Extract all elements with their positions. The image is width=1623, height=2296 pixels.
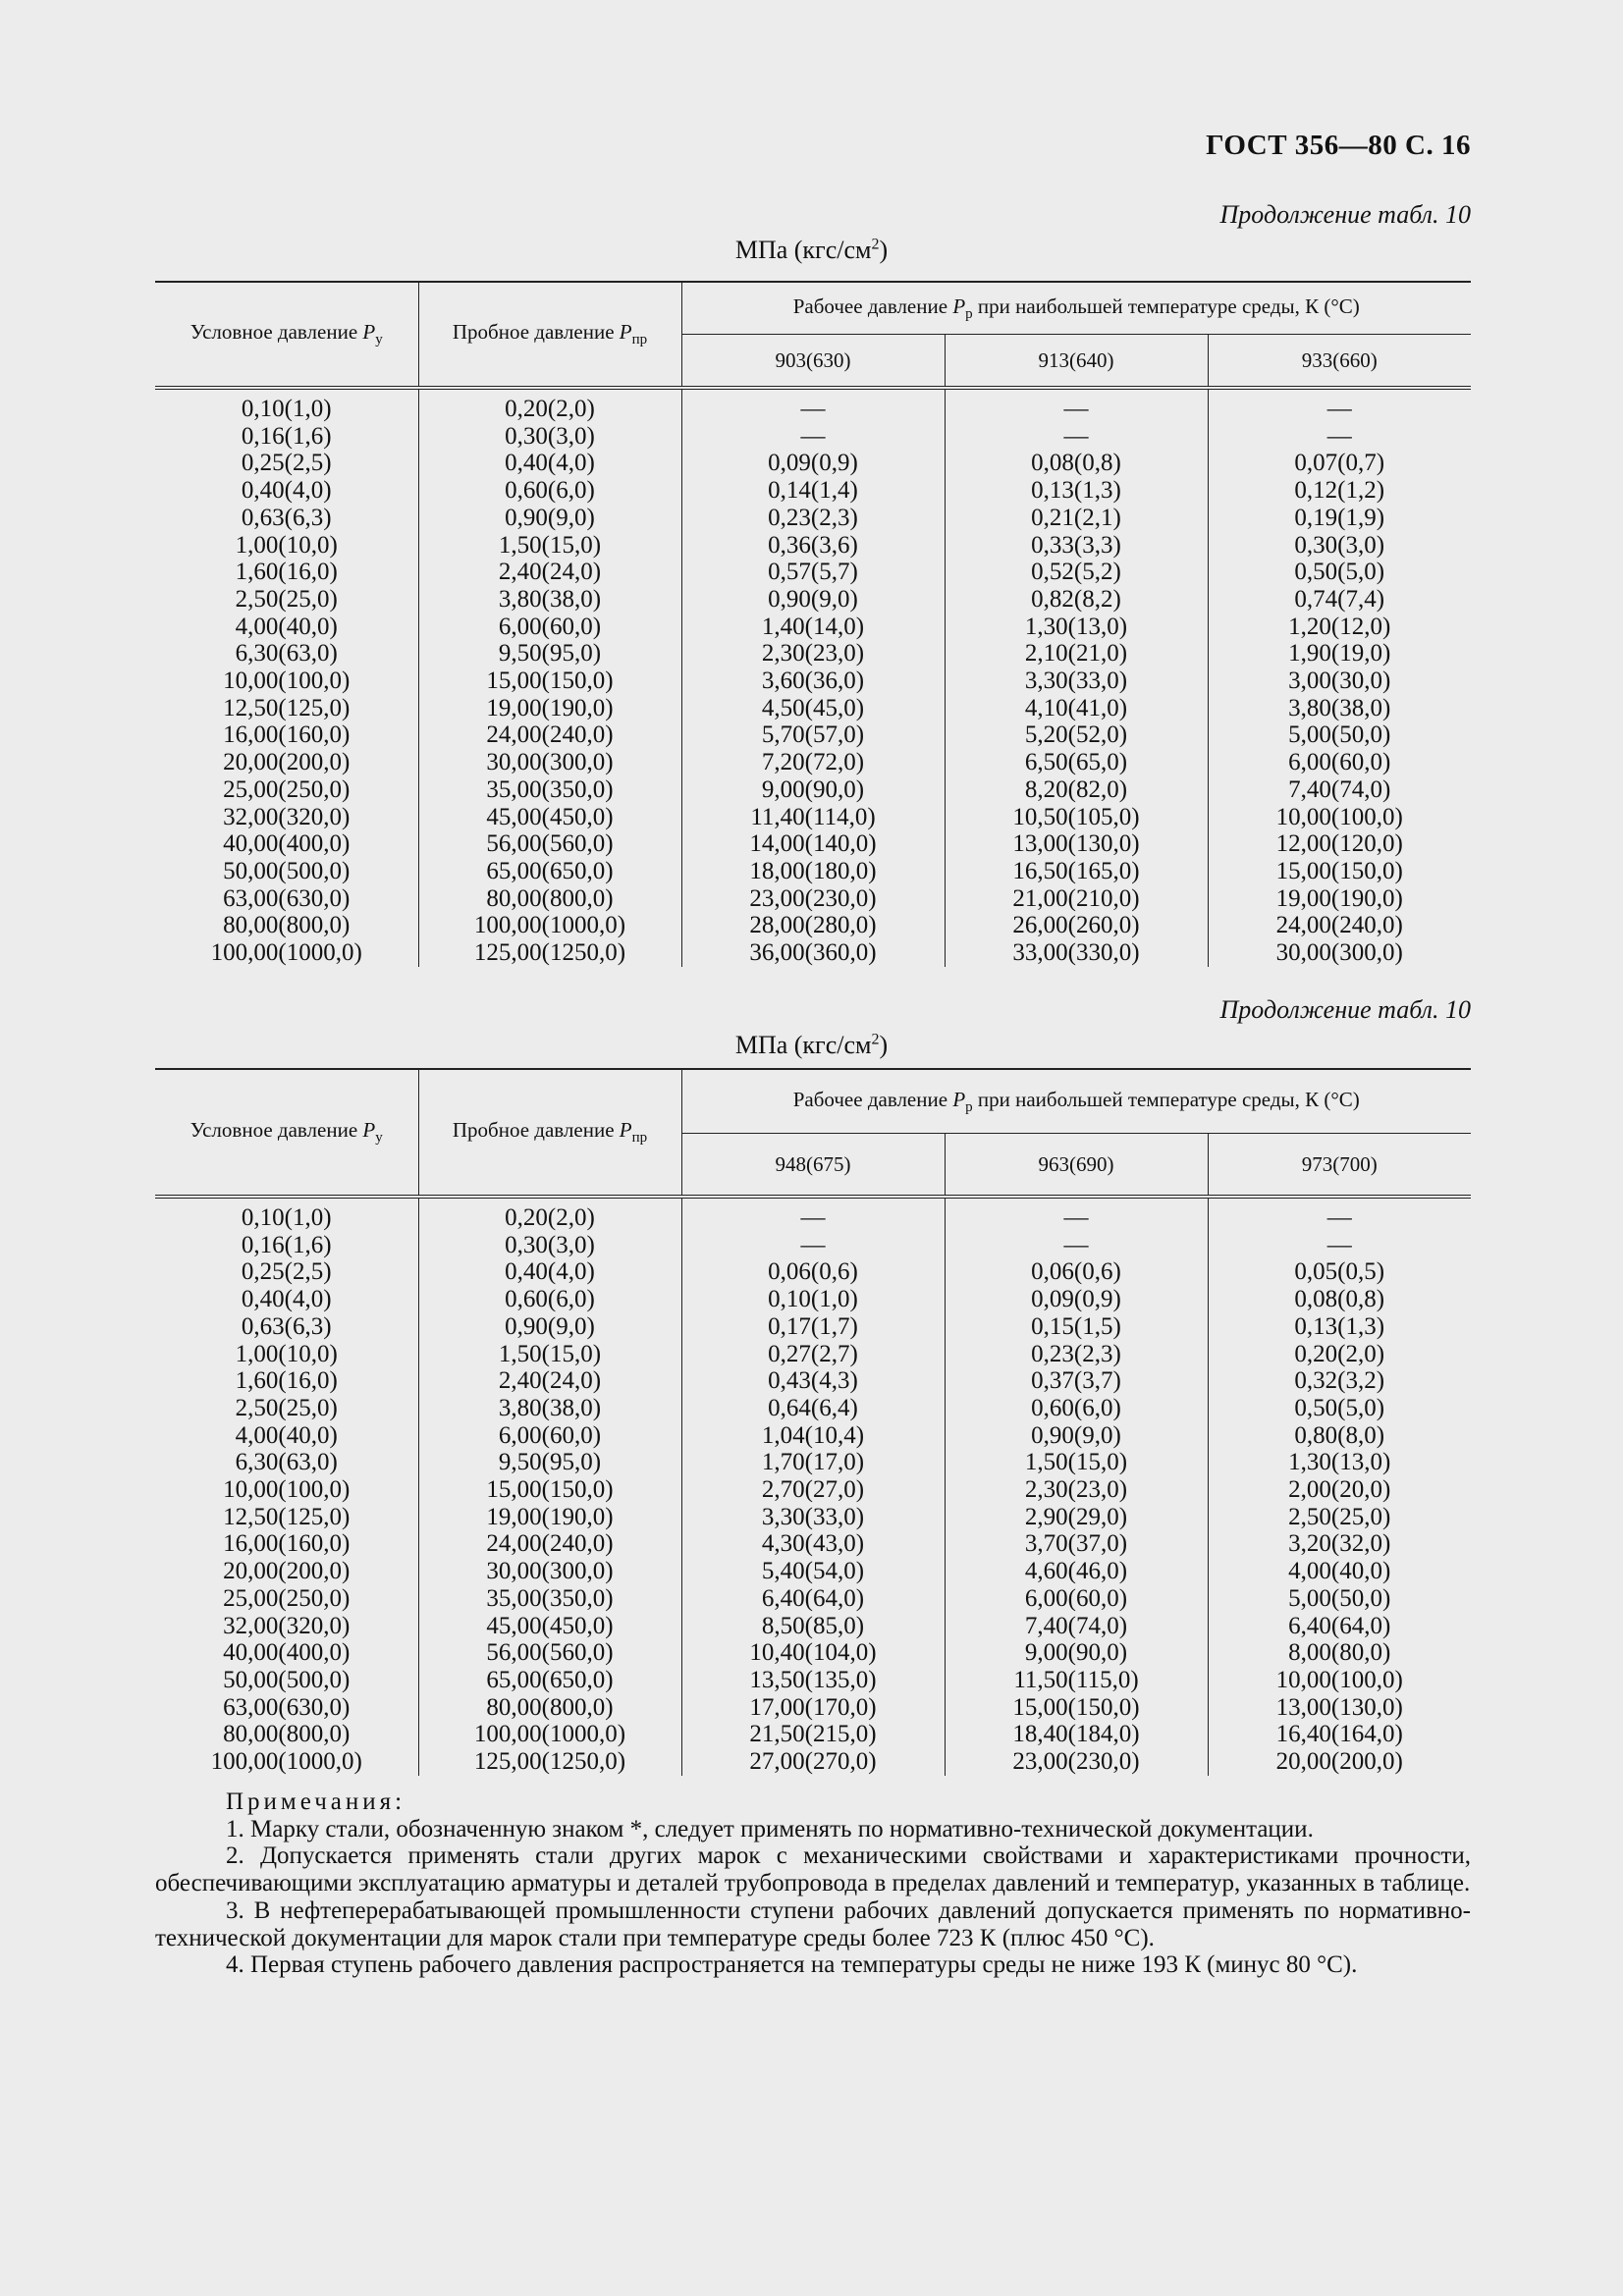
table-cell: 6,30(63,0) <box>235 1449 338 1476</box>
table-cell: 7,40(74,0) <box>1208 776 1471 804</box>
table-cell: 40,00(400,0) <box>223 1639 351 1667</box>
table-row <box>155 721 1471 749</box>
table-cell: 16,00(160,0) <box>223 1530 351 1558</box>
table-2 <box>155 1068 1471 1776</box>
table-cell: 0,16(1,6) <box>241 1231 332 1258</box>
table-cell: 0,15(1,5) <box>945 1313 1208 1341</box>
table-cell: 0,13(1,3) <box>1208 1313 1471 1341</box>
table-cell: 0,40(4,0) <box>418 1258 681 1286</box>
table-row <box>155 830 1471 858</box>
table-cell: 30,00(300,0) <box>1208 939 1471 967</box>
table-cell: 9,50(95,0) <box>418 1449 681 1476</box>
table-cell: 6,00(60,0) <box>418 614 681 641</box>
table-cell: 45,00(450,0) <box>418 1613 681 1640</box>
table-cell: 0,08(0,8) <box>1208 1286 1471 1313</box>
table-row <box>155 1395 1471 1422</box>
table-cell: 0,90(9,0) <box>945 1422 1208 1450</box>
table-row <box>155 1721 1471 1748</box>
table-cell: 5,70(57,0) <box>681 721 945 749</box>
table-cell: 3,80(38,0) <box>418 1395 681 1422</box>
table-cell: 0,08(0,8) <box>945 450 1208 477</box>
table-2-units: МПа $(кгс/см^2)$ <box>734 1031 889 1059</box>
table-cell: — <box>681 1232 945 1259</box>
table-cell: 0,20(2,0) <box>418 388 681 423</box>
table-cell: 8,50(85,0) <box>681 1613 945 1640</box>
table-row <box>155 749 1471 776</box>
table-cell: 0,60(6,0) <box>418 1286 681 1313</box>
table-cell: 80,00(800,0) <box>223 1721 351 1748</box>
table-cell: — <box>1208 1232 1471 1259</box>
table-cell: 6,40(64,0) <box>681 1585 945 1613</box>
col-header-nominal-pressure: Условное давление $P_у$ <box>155 1069 418 1197</box>
table-cell: 0,27(2,7) <box>681 1341 945 1368</box>
note-item: 2. Допускается применять стали других марок с механическими свойствами и характеристиками прочности, обеспечивающими эксплуатацию арматуры и деталей трубопровода в пределах давлений и температур, указанных в таблице. <box>155 1842 1471 1897</box>
table-cell: 20,00(200,0) <box>223 1558 351 1585</box>
table-cell: 24,00(240,0) <box>418 1530 681 1558</box>
table-cell: 100,00(1000,0) <box>210 1748 362 1776</box>
table-cell: 0,21(2,1) <box>945 505 1208 532</box>
table-cell: 5,00(50,0) <box>1208 721 1471 749</box>
table-row <box>155 695 1471 722</box>
table-row <box>155 505 1471 532</box>
table-cell: 20,00(200,0) <box>1208 1748 1471 1776</box>
table-cell: 0,57(5,7) <box>681 559 945 586</box>
table-1 <box>155 281 1471 967</box>
table-row <box>155 885 1471 913</box>
table-cell: 19,00(190,0) <box>418 695 681 722</box>
table-cell: 0,64(6,4) <box>681 1395 945 1422</box>
table-1-body <box>155 388 1471 967</box>
table-cell: — <box>681 1197 945 1232</box>
table-row <box>155 1613 1471 1640</box>
table-cell: 11,40(114,0) <box>681 804 945 831</box>
table-cell: 6,40(64,0) <box>1208 1613 1471 1640</box>
table-row <box>155 477 1471 505</box>
table-cell: 0,13(1,3) <box>945 477 1208 505</box>
table-cell: 10,00(100,0) <box>1208 804 1471 831</box>
table-row <box>155 586 1471 614</box>
table-row <box>155 1258 1471 1286</box>
table-cell: 18,40(184,0) <box>945 1721 1208 1748</box>
col-header-temp: 948(675) <box>681 1134 945 1198</box>
table-cell: 45,00(450,0) <box>418 804 681 831</box>
table-cell: — <box>945 1197 1208 1232</box>
table-cell: 2,00(20,0) <box>1208 1476 1471 1504</box>
table-cell: 13,00(130,0) <box>945 830 1208 858</box>
table-cell: 0,07(0,7) <box>1208 450 1471 477</box>
table-cell: 0,12(1,2) <box>1208 477 1471 505</box>
table-row <box>155 776 1471 804</box>
table-cell: 0,60(6,0) <box>945 1395 1208 1422</box>
table-row <box>155 667 1471 695</box>
col-header-test-pressure: Пробное давление $P_{пр}$ <box>418 1069 681 1197</box>
table-row <box>155 1585 1471 1613</box>
table-cell: 32,00(320,0) <box>223 803 351 830</box>
table-cell: 0,43(4,3) <box>681 1367 945 1395</box>
table-cell: 4,50(45,0) <box>681 695 945 722</box>
table-cell: 20,00(200,0) <box>223 749 351 776</box>
table-cell: 3,60(36,0) <box>681 667 945 695</box>
table-cell: 12,50(125,0) <box>223 694 351 721</box>
table-cell: 0,16(1,6) <box>241 422 332 450</box>
table-cell: 56,00(560,0) <box>418 1639 681 1667</box>
table-cell: 1,60(16,0) <box>235 1367 338 1395</box>
table-row <box>155 1639 1471 1667</box>
note-item: 3. В нефтеперерабатывающей промышленности ступени рабочих давлений допускается применять по нормативно-технической документации для марок стали при температуре среды более 723 К (плюс 450 °С). <box>155 1896 1471 1951</box>
table-cell: 1,60(16,0) <box>235 559 338 586</box>
table-cell: — <box>945 423 1208 451</box>
table-cell: 50,00(500,0) <box>223 1666 351 1693</box>
table-cell: 24,00(240,0) <box>418 721 681 749</box>
table-cell: 0,17(1,7) <box>681 1313 945 1341</box>
table-cell: 0,10(1,0) <box>681 1286 945 1313</box>
table-cell: — <box>1208 423 1471 451</box>
table-cell: 80,00(800,0) <box>418 885 681 913</box>
table-row <box>155 1449 1471 1476</box>
table-cell: 0,90(9,0) <box>418 505 681 532</box>
table-cell: 14,00(140,0) <box>681 830 945 858</box>
table-cell: 26,00(260,0) <box>945 912 1208 939</box>
table-cell: 3,80(38,0) <box>1208 695 1471 722</box>
table-row <box>155 1558 1471 1585</box>
table-cell: 0,32(3,2) <box>1208 1367 1471 1395</box>
table-row <box>155 423 1471 451</box>
table-cell: 9,00(90,0) <box>681 776 945 804</box>
table-cell: 2,10(21,0) <box>945 640 1208 667</box>
table-cell: 6,00(60,0) <box>1208 749 1471 776</box>
col-header-test-pressure: Пробное давление $P_{пр}$ <box>418 282 681 388</box>
table-cell: 2,90(29,0) <box>945 1504 1208 1531</box>
table-cell: 0,90(9,0) <box>418 1313 681 1341</box>
table-2-body <box>155 1197 1471 1776</box>
notes <box>155 1789 1471 1979</box>
table-cell: 1,50(15,0) <box>418 1341 681 1368</box>
table-cell: 80,00(800,0) <box>223 912 351 939</box>
col-header-working-pressure: Рабочее давление $P_р$ при наибольшей температуре среды, К (°С) <box>681 282 1471 335</box>
table-cell: 0,09(0,9) <box>945 1286 1208 1313</box>
table-cell: 100,00(1000,0) <box>418 912 681 939</box>
table-cell: — <box>1208 1197 1471 1232</box>
table-cell: 6,00(60,0) <box>418 1422 681 1450</box>
table-cell: 2,40(24,0) <box>418 559 681 586</box>
table-cell: 0,50(5,0) <box>1208 559 1471 586</box>
table-cell: 1,70(17,0) <box>681 1449 945 1476</box>
table-cell: 13,00(130,0) <box>1208 1694 1471 1722</box>
table-cell: 65,00(650,0) <box>418 858 681 885</box>
table-cell: 4,10(41,0) <box>945 695 1208 722</box>
table-cell: 1,30(13,0) <box>945 614 1208 641</box>
table-row <box>155 1286 1471 1313</box>
table-cell: — <box>681 423 945 451</box>
table-cell: 32,00(320,0) <box>223 1612 351 1639</box>
table-cell: 16,50(165,0) <box>945 858 1208 885</box>
table-cell: 0,30(3,0) <box>1208 532 1471 560</box>
table-cell: 0,30(3,0) <box>418 423 681 451</box>
table-cell: 0,20(2,0) <box>1208 1341 1471 1368</box>
table-cell: 15,00(150,0) <box>418 1476 681 1504</box>
table-cell: 11,50(115,0) <box>945 1667 1208 1694</box>
table-cell: 25,00(250,0) <box>223 1584 351 1612</box>
table-cell: 1,00(10,0) <box>235 531 338 559</box>
table-cell: 23,00(230,0) <box>945 1748 1208 1776</box>
table-cell: 4,00(40,0) <box>235 613 338 640</box>
table-row <box>155 388 1471 423</box>
table-cell: 63,00(630,0) <box>223 884 351 912</box>
table-cell: 0,05(0,5) <box>1208 1258 1471 1286</box>
table-row <box>155 1313 1471 1341</box>
table-cell: 30,00(300,0) <box>418 1558 681 1585</box>
table-row <box>155 1422 1471 1450</box>
table-cell: 0,80(8,0) <box>1208 1422 1471 1450</box>
table-row <box>155 1367 1471 1395</box>
table-row <box>155 1476 1471 1504</box>
table-cell: 25,00(250,0) <box>223 775 351 803</box>
table-row <box>155 1748 1471 1776</box>
table-cell: 2,50(25,0) <box>235 1394 338 1421</box>
table-cell: 0,19(1,9) <box>1208 505 1471 532</box>
table-cell: 80,00(800,0) <box>418 1694 681 1722</box>
table-cell: 1,90(19,0) <box>1208 640 1471 667</box>
table-cell: 40,00(400,0) <box>223 830 351 858</box>
table-cell: 7,40(74,0) <box>945 1613 1208 1640</box>
table-row <box>155 858 1471 885</box>
table-row <box>155 1504 1471 1531</box>
note-item: 1. Марку стали, обозначенную знаком *, следует применять по нормативно-технической документации. <box>226 1815 1314 1842</box>
table-row <box>155 1197 1471 1232</box>
table-cell: 1,50(15,0) <box>418 532 681 560</box>
page-header: ГОСТ 356—80 С. 16 <box>1206 130 1471 161</box>
table-cell: 56,00(560,0) <box>418 830 681 858</box>
table-row <box>155 804 1471 831</box>
table-cell: 100,00(1000,0) <box>210 939 362 967</box>
table-row <box>155 939 1471 967</box>
table-cell: — <box>681 388 945 423</box>
table-cell: 0,36(3,6) <box>681 532 945 560</box>
table-cell: 3,30(33,0) <box>681 1504 945 1531</box>
table-cell: 0,60(6,0) <box>418 477 681 505</box>
table-cell: 8,00(80,0) <box>1208 1639 1471 1667</box>
table-cell: 28,00(280,0) <box>681 912 945 939</box>
table-cell: 6,00(60,0) <box>945 1585 1208 1613</box>
table-cell: 33,00(330,0) <box>945 939 1208 967</box>
table-cell: 1,30(13,0) <box>1208 1449 1471 1476</box>
table-cell: — <box>945 1232 1208 1259</box>
table-row <box>155 640 1471 667</box>
table-cell: 10,40(104,0) <box>681 1639 945 1667</box>
table-row <box>155 1341 1471 1368</box>
table-cell: 23,00(230,0) <box>681 885 945 913</box>
table-cell: 36,00(360,0) <box>681 939 945 967</box>
table-cell: 10,00(100,0) <box>1208 1667 1471 1694</box>
table-cell: 21,50(215,0) <box>681 1721 945 1748</box>
table-cell: 0,25(2,5) <box>241 1258 332 1286</box>
table-cell: 1,40(14,0) <box>681 614 945 641</box>
table-cell: 0,37(3,7) <box>945 1367 1208 1395</box>
table-cell: 12,00(120,0) <box>1208 830 1471 858</box>
table-cell: 0,23(2,3) <box>681 505 945 532</box>
table-cell: 50,00(500,0) <box>223 857 351 884</box>
table-cell: 0,06(0,6) <box>945 1258 1208 1286</box>
col-header-temp: 933(660) <box>1208 335 1471 389</box>
table-cell: 0,63(6,3) <box>241 1312 332 1340</box>
table-cell: 10,00(100,0) <box>223 667 351 695</box>
table-2-continuation: Продолжение табл. 10 <box>1219 995 1471 1024</box>
table-cell: 27,00(270,0) <box>681 1748 945 1776</box>
table-cell: 9,50(95,0) <box>418 640 681 667</box>
table-cell: 1,04(10,4) <box>681 1422 945 1450</box>
table-cell: 0,50(5,0) <box>1208 1395 1471 1422</box>
table-cell: — <box>1208 388 1471 423</box>
table-cell: 8,20(82,0) <box>945 776 1208 804</box>
table-cell: 21,00(210,0) <box>945 885 1208 913</box>
table-1-units: МПа $(кгс/см^2)$ <box>734 236 889 264</box>
table-cell: 1,20(12,0) <box>1208 614 1471 641</box>
table-cell: 0,23(2,3) <box>945 1341 1208 1368</box>
table-cell: 5,20(52,0) <box>945 721 1208 749</box>
table-cell: 30,00(300,0) <box>418 749 681 776</box>
table-cell: 0,40(4,0) <box>241 477 332 505</box>
table-cell: 63,00(630,0) <box>223 1693 351 1721</box>
table-cell: 15,00(150,0) <box>1208 858 1471 885</box>
table-cell: 4,00(40,0) <box>235 1421 338 1449</box>
table-cell: 1,00(10,0) <box>235 1340 338 1367</box>
table-cell: 3,30(33,0) <box>945 667 1208 695</box>
table-cell: 6,30(63,0) <box>235 640 338 667</box>
table-cell: 35,00(350,0) <box>418 776 681 804</box>
table-cell: 2,40(24,0) <box>418 1367 681 1395</box>
table-cell: 19,00(190,0) <box>418 1504 681 1531</box>
table-row <box>155 1232 1471 1259</box>
table-cell: 2,70(27,0) <box>681 1476 945 1504</box>
table-cell: 0,25(2,5) <box>241 450 332 477</box>
table-cell: 10,00(100,0) <box>223 1476 351 1504</box>
table-cell: 2,30(23,0) <box>681 640 945 667</box>
table-cell: 0,90(9,0) <box>681 586 945 614</box>
table-cell: 16,40(164,0) <box>1208 1721 1471 1748</box>
table-cell: 65,00(650,0) <box>418 1667 681 1694</box>
table-row <box>155 912 1471 939</box>
table-cell: 15,00(150,0) <box>945 1694 1208 1722</box>
table-cell: 4,00(40,0) <box>1208 1558 1471 1585</box>
table-cell: 0,74(7,4) <box>1208 586 1471 614</box>
table-cell: 17,00(170,0) <box>681 1694 945 1722</box>
table-cell: — <box>945 388 1208 423</box>
table-cell: 35,00(350,0) <box>418 1585 681 1613</box>
table-row <box>155 532 1471 560</box>
table-cell: 2,30(23,0) <box>945 1476 1208 1504</box>
table-cell: 0,20(2,0) <box>418 1197 681 1232</box>
table-cell: 0,63(6,3) <box>241 504 332 531</box>
col-header-temp: 913(640) <box>945 335 1208 389</box>
table-cell: 5,40(54,0) <box>681 1558 945 1585</box>
table-cell: 0,30(3,0) <box>418 1232 681 1259</box>
table-cell: 19,00(190,0) <box>1208 885 1471 913</box>
table-cell: 2,50(25,0) <box>1208 1504 1471 1531</box>
table-cell: 3,00(30,0) <box>1208 667 1471 695</box>
col-header-temp: 963(690) <box>945 1134 1208 1198</box>
table-cell: 3,20(32,0) <box>1208 1530 1471 1558</box>
table-cell: 0,40(4,0) <box>418 450 681 477</box>
table-cell: 6,50(65,0) <box>945 749 1208 776</box>
table-cell: 125,00(1250,0) <box>418 1748 681 1776</box>
table-row <box>155 1530 1471 1558</box>
col-header-working-pressure: Рабочее давление $P_р$ при наибольшей температуре среды, К (°С) <box>681 1069 1471 1134</box>
table-cell: 0,82(8,2) <box>945 586 1208 614</box>
table-cell: 2,50(25,0) <box>235 585 338 613</box>
table-cell: 0,52(5,2) <box>945 559 1208 586</box>
table-cell: 3,70(37,0) <box>945 1530 1208 1558</box>
table-cell: 0,40(4,0) <box>241 1286 332 1313</box>
table-cell: 9,00(90,0) <box>945 1639 1208 1667</box>
table-cell: 0,06(0,6) <box>681 1258 945 1286</box>
table-cell: 4,30(43,0) <box>681 1530 945 1558</box>
table-cell: 24,00(240,0) <box>1208 912 1471 939</box>
table-row <box>155 559 1471 586</box>
table-1-continuation: Продолжение табл. 10 <box>1219 200 1471 229</box>
table-row <box>155 450 1471 477</box>
table-cell: 0,09(0,9) <box>681 450 945 477</box>
table-cell: 0,33(3,3) <box>945 532 1208 560</box>
table-cell: 1,50(15,0) <box>945 1449 1208 1476</box>
table-cell: 12,50(125,0) <box>223 1503 351 1530</box>
table-cell: 0,10(1,0) <box>241 396 332 422</box>
table-cell: 7,20(72,0) <box>681 749 945 776</box>
table-cell: 15,00(150,0) <box>418 667 681 695</box>
note-item: 4. Первая ступень рабочего давления распространяется на температуры среды не ниже 193 К (минус 80 °С). <box>226 1951 1358 1979</box>
table-cell: 13,50(135,0) <box>681 1667 945 1694</box>
col-header-nominal-pressure: Условное давление $P_у$ <box>155 282 418 388</box>
table-cell: 4,60(46,0) <box>945 1558 1208 1585</box>
table-cell: 3,80(38,0) <box>418 586 681 614</box>
table-cell: 0,10(1,0) <box>241 1204 332 1231</box>
table-cell: 0,14(1,4) <box>681 477 945 505</box>
table-row <box>155 1667 1471 1694</box>
table-row <box>155 1694 1471 1722</box>
col-header-temp: 973(700) <box>1208 1134 1471 1198</box>
table-row <box>155 614 1471 641</box>
col-header-temp: 903(630) <box>681 335 945 389</box>
table-cell: 10,50(105,0) <box>945 804 1208 831</box>
table-cell: 18,00(180,0) <box>681 858 945 885</box>
notes-title: Примечания: <box>226 1789 406 1815</box>
table-cell: 5,00(50,0) <box>1208 1585 1471 1613</box>
table-cell: 16,00(160,0) <box>223 721 351 749</box>
table-cell: 100,00(1000,0) <box>418 1721 681 1748</box>
table-cell: 125,00(1250,0) <box>418 939 681 967</box>
